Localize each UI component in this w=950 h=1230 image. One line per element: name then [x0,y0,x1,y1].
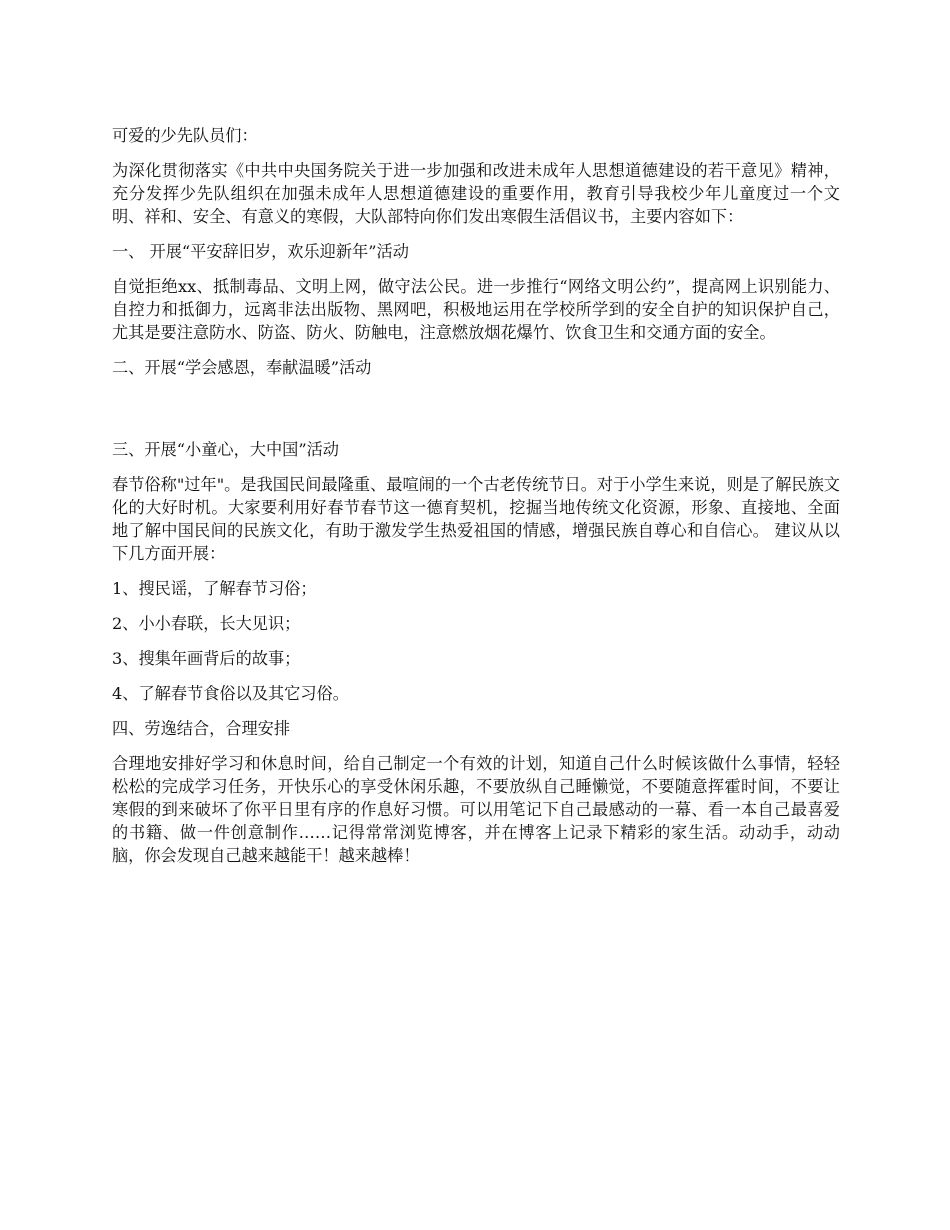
section-3-heading: 三、开展“小童心，大中国”活动 [112,440,339,459]
section-1-paragraph: 自觉拒绝xx、抵制毒品、文明上网，做守法公民。进一步推行“网络文明公约”，提高网上识别能力、自控力和抵御力，远离非法出版物、黑网吧，积极地运用在学校所学到的安全自护的知识保护自己，尤其是要注意防水、防盗、防火、防触电，注意燃放烟花爆竹、饮食卫生和交通方面的安全。 [112,277,840,342]
greeting: 可爱的少先队员们： [112,126,258,145]
section-4-heading: 四、劳逸结合，合理安排 [112,719,291,738]
list-item: 4、了解春节食俗以及其它习俗。 [112,684,349,703]
section-1-heading: 一、 开展“平安辞旧岁，欢乐迎新年”活动 [112,242,409,261]
list-item: 1、搜民谣，了解春节习俗； [112,579,317,598]
blank-space [112,391,840,438]
list-item: 2、小小春联，长大见识； [112,614,301,633]
section-4-paragraph: 合理地安排好学习和休息时间，给自己制定一个有效的计划，知道自己什么时候该做什么事情，轻轻松松的完成学习任务，开快乐心的享受休闲乐趣，不要放纵自己睡懒觉，不要随意挥霍时间，不要让寒假的到来破坏了你平日里有序的作息好习惯。可以用笔记下自己最感动的一幕、看一本自己最喜爱的书籍、做一件创意制作……记得常常浏览博客，并在博客上记录下精彩的家生活。动动手，动动脑，你会发现自己越来越能干！越来越棒！ [112,754,840,865]
intro-paragraph: 为深化贯彻落实《中共中央国务院关于进一步加强和改进未成年人思想道德建设的若干意见》精神，充分发挥少先队组织在加强未成年人思想道德建设的重要作用，教育引导我校少年儿童度过一个文明、祥和、安全、有意义的寒假，大队部特向你们发出寒假生活倡议书，主要内容如下： [112,161,840,226]
section-3-paragraph: 春节俗称"过年"。是我国民间最隆重、最喧闹的一个古老传统节日。对于小学生来说，则是了解民族文化的大好时机。大家要利用好春节春节这一德育契机，挖掘当地传统文化资源，形象、直接地、全面地了解中国民间的民族文化，有助于激发学生热爱祖国的情感，增强民族自尊心和自信心。 建议从以下几方面开展： [112,475,840,563]
list-item: 3、搜集年画背后的故事； [112,649,301,668]
document-page [112,124,840,879]
section-2-heading: 二、开展“学会感恩，奉献温暖”活动 [112,358,372,377]
